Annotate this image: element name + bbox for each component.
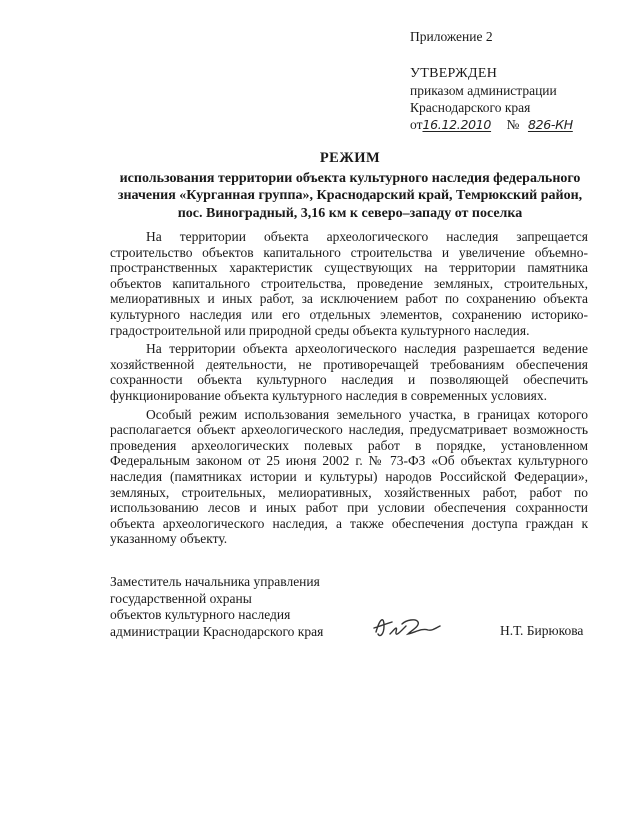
document-body bbox=[110, 229, 588, 550]
approval-stamp-block bbox=[410, 28, 581, 133]
title-line-2: значения «Курганная группа», Краснодарский край, Темрюкский район, bbox=[117, 188, 583, 203]
document-title bbox=[100, 150, 600, 222]
signatory-line-3: объектов культурного наследия bbox=[110, 607, 291, 623]
signatory-line-4: администрации Краснодарского края bbox=[110, 623, 324, 639]
signatory-line-1: Заместитель начальника управления bbox=[110, 574, 320, 589]
handwritten-signature-icon bbox=[372, 612, 444, 644]
approval-line-1: приказом администрации bbox=[410, 83, 557, 98]
title-line-3: пос. Виноградный, 3,16 км к северо–западу от поселка bbox=[177, 205, 523, 221]
title-line-1: использования территории объекта культурного наследия федерального bbox=[119, 170, 581, 186]
number-sign: № bbox=[506, 117, 520, 132]
title-heading: РЕЖИМ bbox=[319, 150, 381, 166]
handwritten-order-number: 826-КН bbox=[527, 117, 573, 132]
appendix-label: Приложение 2 bbox=[410, 29, 493, 44]
body-paragraph-1: На территории объекта археологического наследия запрещается строительство объектов капитального строительства и увеличение объемно-пространственных характеристик существующих на территории памятника объектов капитального строительства, проведение земляных, строительных, мелиоративных и иных работ, за исключением работ по сохранению объекта культурного наследия или его отдельных элементов, сохранению историко-градостроительной или природной среды объекта культурного наследия. bbox=[110, 229, 588, 338]
approval-line-2: Краснодарского края bbox=[410, 100, 531, 115]
approved-heading: УТВЕРЖДЕН bbox=[410, 66, 498, 81]
body-paragraph-2: На территории объекта археологического наследия разрешается ведение хозяйственной деятельности, не противоречащей требованиям обеспечения сохранности объекта культурного наследия и позволяющей обеспечить функционирование объекта культурного наследия в современных условиях. bbox=[110, 341, 588, 403]
body-paragraph-3: Особый режим использования земельного участка, в границах которого располагается объект археологического наследия, предусматривает возможность проведения археологических полевых работ в порядке, установленном Федеральным законом от 25 июня 2002 г. № 73-ФЗ «Об объектах культурного наследия (памятниках истории и культуры) народов Российской Федерации», земляных, строительных, мелиоративных, хозяйственных работ, работ по использованию лесов и иных работ при условии обеспечения сохранности объекта археологического наследия, а также обеспечения доступа граждан к указанному объекту. bbox=[110, 406, 588, 547]
signatory-name: Н.Т. Бирюкова bbox=[500, 623, 584, 638]
handwritten-date: 16.12.2010 bbox=[422, 117, 492, 132]
date-prefix: от bbox=[410, 117, 423, 132]
signatory-position bbox=[110, 574, 323, 640]
signatory-line-2: государственной охраны bbox=[110, 590, 252, 606]
approval-date-line bbox=[410, 116, 581, 133]
